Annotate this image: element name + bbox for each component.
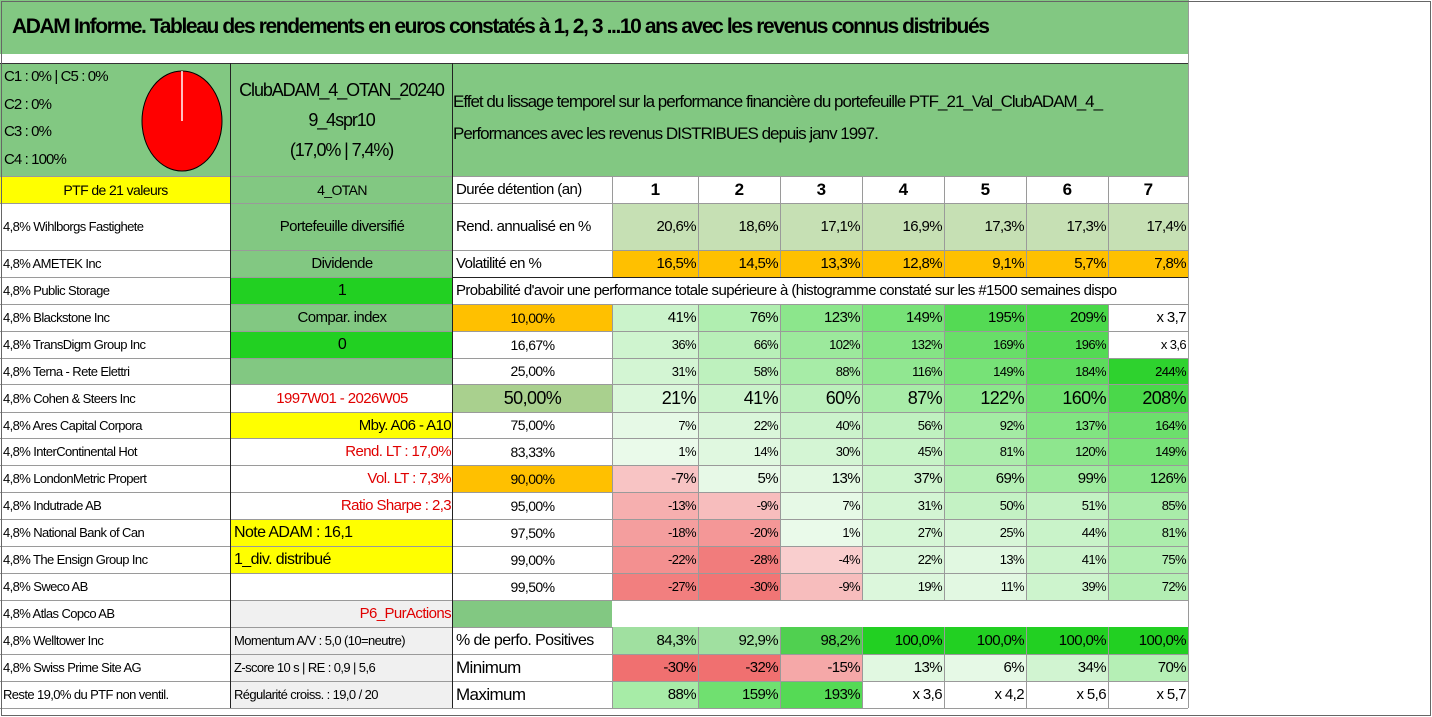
year-header: 1 — [650, 179, 660, 199]
probability-threshold: 99,50% — [510, 578, 555, 595]
probability-value: 69% — [944, 465, 1026, 492]
volatility-value: 7,8% — [1108, 250, 1188, 277]
holding-row: 4,8% Wihlborgs Fastighete — [3, 219, 144, 234]
probability-value: 56% — [862, 412, 944, 438]
annualized-return-value: 17,3% — [944, 203, 1026, 250]
volatility-value: 12,8% — [862, 250, 944, 277]
info-cell: 4_OTAN — [231, 176, 453, 203]
holding-row: 4,8% Cohen & Steers Inc — [3, 390, 136, 406]
allocation-line: C2 : 0% — [4, 96, 52, 113]
info-cell: Régularité croiss. : 19,0 / 20 — [231, 681, 453, 708]
probability-value: 45% — [862, 438, 944, 465]
minimum-value: 6% — [944, 654, 1026, 681]
info-cell: Mby. A06 - A10 — [231, 412, 453, 438]
probability-value: 21% — [612, 384, 698, 412]
grid-line — [780, 304, 781, 600]
probability-value: 11% — [944, 573, 1026, 600]
positive-share-value: 92,9% — [698, 627, 780, 654]
probability-value: 5% — [698, 465, 780, 492]
grid-line — [612, 627, 613, 708]
annualized-return-value: 18,6% — [698, 203, 780, 250]
grid-line — [0, 250, 612, 251]
info-cell: P6_PurActions — [231, 600, 453, 627]
grid-line — [612, 176, 613, 277]
probability-threshold: 99,00% — [510, 551, 555, 568]
holding-row: 4,8% Terna - Rete Elettri — [3, 363, 130, 379]
minimum-value: -15% — [780, 654, 862, 681]
probability-value: -20% — [698, 519, 780, 546]
probability-threshold: 50,00% — [453, 384, 612, 412]
probability-threshold: 75,00% — [510, 417, 555, 433]
probability-value: 81% — [1108, 519, 1188, 546]
probability-value: 85% — [1108, 492, 1188, 519]
grid-line — [0, 331, 612, 332]
probability-value: 149% — [944, 358, 1026, 384]
probability-value: 37% — [862, 465, 944, 492]
grid-line — [1026, 176, 1027, 277]
info-cell: 1_div. distribué — [231, 546, 453, 573]
annualized-return-value: 17,4% — [1108, 203, 1188, 250]
probability-value: -22% — [612, 546, 698, 573]
grid-line — [0, 384, 612, 385]
probability-value: -9% — [698, 492, 780, 519]
holding-row: 4,8% TransDigm Group Inc — [3, 337, 146, 352]
portfolio-name: ClubADAM_4_OTAN_20240 — [239, 80, 444, 100]
grid-line — [698, 176, 699, 277]
portfolio-name-box — [231, 63, 452, 176]
holding-row: 4,8% Ares Capital Corpora — [3, 417, 142, 433]
probability-value: 66% — [698, 331, 780, 358]
grid-line — [0, 465, 612, 466]
holding-row: 4,8% Sweco AB — [3, 579, 88, 594]
probability-value: 102% — [780, 331, 862, 358]
probability-value: 120% — [1026, 438, 1108, 465]
probability-value: 184% — [1026, 358, 1108, 384]
description-line: Performances avec les revenus DISTRIBUES depuis janv 1997. — [453, 124, 878, 143]
probability-value: 209% — [1026, 304, 1108, 331]
probability-value: -30% — [698, 573, 780, 600]
allocation-pie-chart — [140, 69, 224, 173]
holding-row: 4,8% Welltower Inc — [3, 633, 104, 648]
maximum-value: 159% — [698, 681, 780, 708]
volatility-value: 9,1% — [944, 250, 1026, 277]
probability-value: 1% — [780, 519, 862, 546]
probability-value: 22% — [698, 412, 780, 438]
probability-value: 36% — [612, 331, 698, 358]
positive-share-value: 100,0% — [1108, 627, 1188, 654]
probability-value: -27% — [612, 573, 698, 600]
info-cell: 0 — [231, 331, 453, 358]
grid-line — [944, 304, 945, 600]
holding-row: 4,8% LondonMetric Propert — [3, 471, 147, 486]
probability-value: 50% — [944, 492, 1026, 519]
probability-threshold: 10,00% — [453, 304, 612, 331]
positive-share-value: 98,2% — [780, 627, 862, 654]
grid-line — [0, 412, 612, 413]
probability-value: 22% — [862, 546, 944, 573]
probability-value: 44% — [1026, 519, 1108, 546]
grid-line — [1026, 627, 1027, 708]
probability-value: 132% — [862, 331, 944, 358]
probability-value: 60% — [780, 384, 862, 412]
allocation-line: C1 : 0% | C5 : 0% — [4, 68, 108, 85]
description-box — [453, 63, 1188, 176]
probability-threshold: 95,00% — [510, 497, 555, 514]
probability-value: 31% — [862, 492, 944, 519]
year-header: 5 — [980, 179, 990, 199]
positive-share-value: 100,0% — [1026, 627, 1108, 654]
probability-value: 137% — [1026, 412, 1108, 438]
holding-row: 4,8% InterContinental Hot — [3, 444, 137, 459]
positive-share-value: 100,0% — [944, 627, 1026, 654]
probability-value: 76% — [698, 304, 780, 331]
grid-line — [944, 627, 945, 708]
probability-threshold: 16,67% — [510, 336, 555, 353]
maximum-value: 193% — [780, 681, 862, 708]
probability-value: -28% — [698, 546, 780, 573]
minimum-value: 13% — [862, 654, 944, 681]
maximum-value: x 3,6 — [862, 681, 944, 708]
grid-line — [1026, 304, 1027, 600]
annualized-return-label: Rend. annualisé en % — [456, 218, 591, 235]
probability-value: 13% — [780, 465, 862, 492]
probability-threshold: 83,33% — [510, 443, 555, 460]
year-header: 7 — [1143, 179, 1153, 199]
probability-value: -7% — [612, 465, 698, 492]
grid-line — [230, 63, 231, 708]
grid-line — [0, 438, 612, 439]
holding-row: 4,8% National Bank of Can — [3, 525, 145, 540]
holding-row: 4,8% AMETEK Inc — [3, 256, 101, 271]
maximum-value: x 5,7 — [1108, 681, 1188, 708]
grid-line — [1108, 627, 1109, 708]
info-cell — [231, 573, 453, 600]
positive-share-label: % de perfo. Positives — [456, 631, 594, 649]
grid-line — [1108, 176, 1109, 277]
report-title: ADAM Informe. Tableau des rendements en euros constatés à 1, 2, 3 ...10 ans avec les revenus connus distribués — [0, 0, 1188, 54]
probability-value: 149% — [1108, 438, 1188, 465]
probability-value: 27% — [862, 519, 944, 546]
holding-row: 4,8% Swiss Prime Site AG — [3, 660, 142, 675]
grid-line — [612, 304, 613, 600]
grid-line — [0, 708, 612, 709]
minimum-value: -30% — [612, 654, 698, 681]
grid-line — [0, 176, 612, 177]
probability-value: 208% — [1108, 384, 1188, 412]
probability-threshold: 97,50% — [510, 524, 555, 541]
probability-value: 14% — [698, 438, 780, 465]
holding-row: 4,8% Indutrade AB — [3, 498, 102, 513]
info-cell: Dividende — [231, 250, 453, 277]
probability-value: 30% — [780, 438, 862, 465]
probability-value: -13% — [612, 492, 698, 519]
info-cell: Rend. LT : 17,0% — [345, 443, 451, 460]
volatility-value: 14,5% — [698, 250, 780, 277]
probability-value: -4% — [780, 546, 862, 573]
probability-value: 116% — [862, 358, 944, 384]
holding-duration-label: Durée détention (an) — [456, 181, 582, 198]
volatility-value: 16,5% — [612, 250, 698, 277]
info-cell: Portefeuille diversifié — [231, 203, 453, 250]
grid-line — [612, 600, 1188, 601]
holdings-header: PTF de 21 valeurs — [0, 176, 231, 203]
probability-value: 31% — [612, 358, 698, 384]
annualized-return-value: 17,3% — [1026, 203, 1108, 250]
probability-threshold: 90,00% — [453, 465, 612, 492]
allocation-box — [0, 63, 230, 176]
probability-value: 41% — [1026, 546, 1108, 573]
grid-line — [0, 203, 612, 204]
probability-value: 72% — [1108, 573, 1188, 600]
probability-value: 123% — [780, 304, 862, 331]
maximum-value: x 5,6 — [1026, 681, 1108, 708]
annualized-return-value: 16,9% — [862, 203, 944, 250]
volatility-value: 5,7% — [1026, 250, 1108, 277]
grid-line — [0, 600, 612, 601]
spacer-cell — [453, 600, 612, 627]
info-cell: Vol. LT : 7,3% — [367, 470, 451, 487]
volatility-label: Volatilité en % — [456, 255, 542, 272]
info-cell: Compar. index — [231, 304, 453, 331]
probability-value: 126% — [1108, 465, 1188, 492]
portfolio-name-suffix: 9_4spr10 — [308, 110, 375, 130]
grid-line — [453, 277, 1188, 278]
annualized-return-value: 20,6% — [612, 203, 698, 250]
grid-line — [0, 681, 612, 682]
holding-row: Reste 19,0% du PTF non ventil. — [3, 687, 169, 702]
year-header: 3 — [816, 179, 826, 199]
info-cell: Ratio Sharpe : 2,3 — [340, 497, 451, 514]
grid-line — [453, 304, 1188, 305]
grid-line — [0, 654, 612, 655]
minimum-value: 34% — [1026, 654, 1108, 681]
allocation-line: C4 : 100% — [4, 151, 66, 168]
probability-value: 164% — [1108, 412, 1188, 438]
holding-row: 4,8% Blackstone Inc — [3, 310, 110, 325]
info-cell: 1 — [231, 277, 453, 304]
probability-value: 7% — [780, 492, 862, 519]
info-cell: Momentum A/V : 5,0 (10=neutre) — [231, 627, 453, 654]
probability-value: 87% — [862, 384, 944, 412]
grid-line — [862, 304, 863, 600]
grid-line — [0, 546, 612, 547]
grid-line — [0, 627, 612, 628]
annualized-return-value: 17,1% — [780, 203, 862, 250]
probability-value: 99% — [1026, 465, 1108, 492]
portfolio-return-vol: (17,0% | 7,4%) — [289, 140, 394, 160]
volatility-value: 13,3% — [780, 250, 862, 277]
holding-row: 4,8% Public Storage — [3, 283, 110, 298]
probability-value: 58% — [698, 358, 780, 384]
grid-line — [1108, 304, 1109, 600]
maximum-value: 88% — [612, 681, 698, 708]
info-cell: 1997W01 - 2026W05 — [276, 389, 408, 407]
probability-value: 1% — [612, 438, 698, 465]
grid-line — [862, 627, 863, 708]
grid-line — [780, 176, 781, 277]
maximum-value: x 4,2 — [944, 681, 1026, 708]
probability-value: -18% — [612, 519, 698, 546]
probability-title: Probabilité d'avoir une performance totale supérieure à (histogramme constaté sur les #1500 semaines dispo — [456, 282, 1117, 299]
grid-line — [780, 627, 781, 708]
probability-value: 92% — [944, 412, 1026, 438]
probability-value: x 3,7 — [1108, 304, 1188, 331]
probability-value: 41% — [612, 304, 698, 331]
year-header: 4 — [898, 179, 908, 199]
probability-value: 25% — [944, 519, 1026, 546]
probability-value: 244% — [1108, 358, 1188, 384]
probability-value: 81% — [944, 438, 1026, 465]
probability-value: x 3,6 — [1108, 331, 1188, 358]
holding-row: 4,8% The Ensign Group Inc — [3, 552, 148, 567]
holding-row: 4,8% Atlas Copco AB — [3, 606, 115, 621]
probability-value: 160% — [1026, 384, 1108, 412]
minimum-label: Minimum — [456, 657, 521, 677]
description-line: Effet du lissage temporel sur la performance financière du portefeuille PTF_21_Val_ClubADAM_4_ — [453, 92, 1103, 111]
probability-value: 169% — [944, 331, 1026, 358]
probability-value: 40% — [780, 412, 862, 438]
probability-value: 122% — [944, 384, 1026, 412]
probability-value: 75% — [1108, 546, 1188, 573]
info-cell — [231, 358, 453, 384]
probability-value: 196% — [1026, 331, 1108, 358]
info-cell: Note ADAM : 16,1 — [231, 519, 453, 546]
info-cell: Z-score 10 s | RE : 0,9 | 5,6 — [231, 654, 453, 681]
positive-share-value: 100,0% — [862, 627, 944, 654]
probability-value: 7% — [612, 412, 698, 438]
year-header: 2 — [734, 179, 744, 199]
maximum-label: Maximum — [456, 684, 526, 704]
grid-line — [0, 492, 612, 493]
grid-line — [0, 573, 612, 574]
grid-line — [612, 708, 1188, 709]
grid-line — [698, 304, 699, 600]
probability-value: 88% — [780, 358, 862, 384]
year-header: 6 — [1062, 179, 1072, 199]
probability-value: 51% — [1026, 492, 1108, 519]
grid-line — [698, 627, 699, 708]
grid-line — [0, 358, 612, 359]
probability-value: 195% — [944, 304, 1026, 331]
probability-value: 41% — [698, 384, 780, 412]
minimum-value: -32% — [698, 654, 780, 681]
allocation-line: C3 : 0% — [4, 123, 52, 140]
probability-threshold: 25,00% — [510, 363, 555, 379]
grid-line — [0, 519, 612, 520]
grid-line — [862, 176, 863, 277]
probability-value: 13% — [944, 546, 1026, 573]
probability-value: 149% — [862, 304, 944, 331]
probability-value: -9% — [780, 573, 862, 600]
probability-value: 19% — [862, 573, 944, 600]
grid-line — [452, 63, 453, 708]
grid-line — [944, 176, 945, 277]
minimum-value: 70% — [1108, 654, 1188, 681]
grid-line — [1188, 0, 1189, 708]
probability-value: 39% — [1026, 573, 1108, 600]
positive-share-value: 84,3% — [612, 627, 698, 654]
